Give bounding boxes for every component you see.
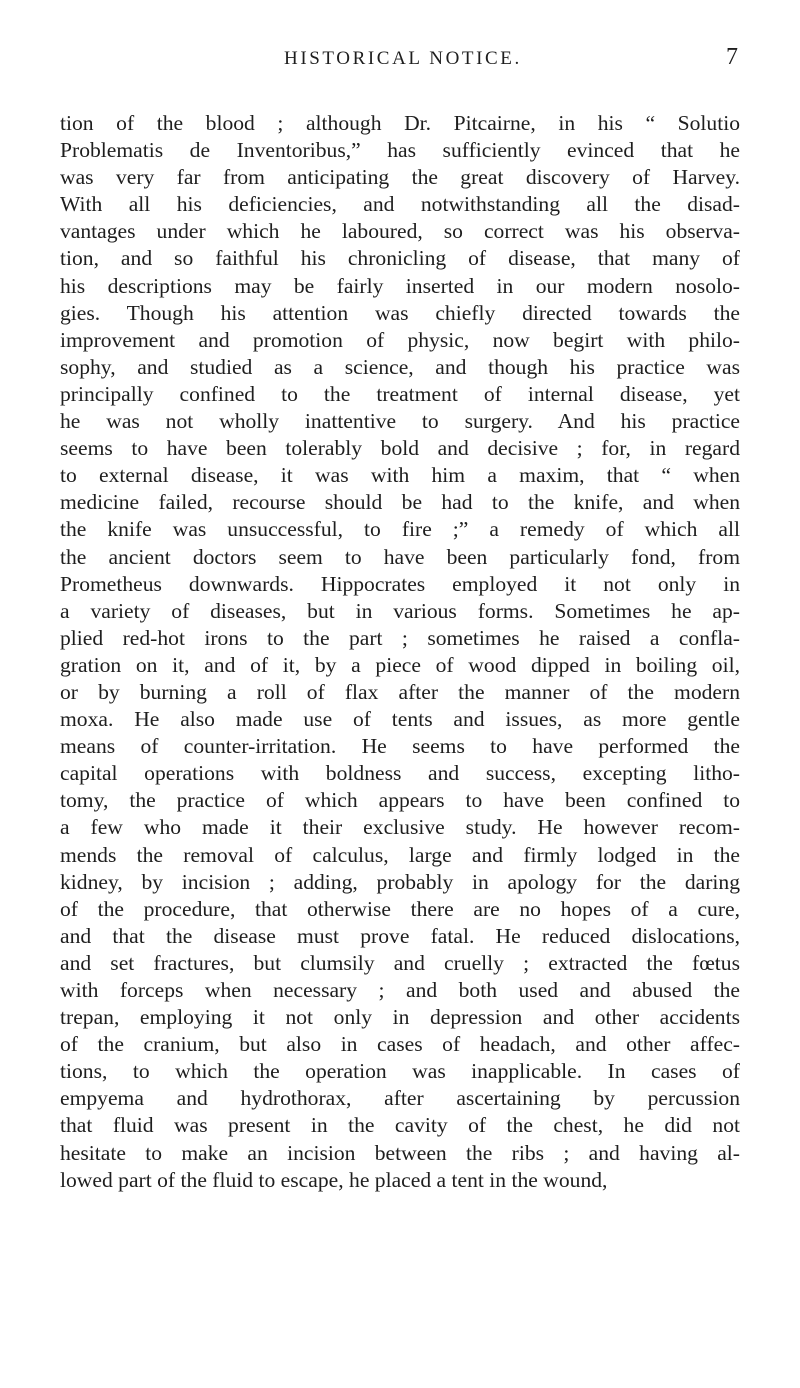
text-line: the ancient doctors seem to have been particularly fond, from [60,544,740,569]
text-line: and set fractures, but clumsily and cruelly ; extracted the fœtus [60,950,740,975]
text-line: a variety of diseases, but in various forms. Sometimes he ap- [60,598,740,623]
text-line: sophy, and studied as a science, and though his practice was [60,354,740,379]
text-line: seems to have been tolerably bold and decisive ; for, in regard [60,436,740,461]
text-line: the knife was unsuccessful, to fire ;” a remedy of which all [60,517,740,542]
text-line: means of counter-irritation. He seems to have performed the [60,734,740,759]
text-line: Prometheus downwards. Hippocrates employed it not only in [60,571,740,596]
text-line: vantages under which he laboured, so correct was his observa- [60,219,740,244]
text-line: moxa. He also made use of tents and issues, as more gentle [60,707,740,732]
running-header [0,44,800,78]
text-line: and that the disease must prove fatal. He reduced dislocations, [60,923,740,948]
text-line: plied red-hot irons to the part ; sometimes he raised a confla- [60,625,740,650]
text-line: hesitate to make an incision between the ribs ; and having al- [60,1140,740,1165]
text-line: Problematis de Inventoribus,” has sufficiently evinced that he [60,138,740,163]
text-line: tions, to which the operation was inapplicable. In cases of [60,1059,740,1084]
text-line: gration on it, and of it, by a piece of wood dipped in boiling oil, [60,652,740,677]
running-title: HISTORICAL NOTICE. [284,48,522,69]
text-line: mends the removal of calculus, large and firmly lodged in the [60,842,740,867]
text-line: with forceps when necessary ; and both used and abused the [60,978,740,1002]
text-line: tomy, the practice of which appears to have been confined to [60,788,740,813]
text-line: gies. Though his attention was chiefly directed towards the [60,300,740,325]
text-line: a few who made it their exclusive study. He however recom- [60,815,740,840]
text-line: was very far from anticipating the great discovery of Harvey. [60,165,740,190]
text-line: of the procedure, that otherwise there are no hopes of a cure, [60,896,740,921]
text-line: he was not wholly inattentive to surgery. And his practice [60,409,740,434]
text-line: tion of the blood ; although Dr. Pitcairne, in his “ Solutio [60,111,740,135]
body-text [60,110,740,1194]
text-line: With all his deficiencies, and notwithstanding all the disad- [60,192,740,217]
text-line: tion, and so faithful his chronicling of disease, that many of [60,246,740,271]
text-line: that fluid was present in the cavity of the chest, he did not [60,1113,740,1138]
text-line: of the cranium, but also in cases of headach, and other affec- [60,1032,740,1057]
text-line: to external disease, it was with him a maxim, that “ when [60,463,740,488]
text-line: his descriptions may be fairly inserted in our modern nosolo- [60,273,740,298]
text-line: or by burning a roll of flax after the manner of the modern [60,679,740,704]
text-line: medicine failed, recourse should be had to the knife, and when [60,490,740,515]
text-line: empyema and hydrothorax, after ascertaining by percussion [60,1086,740,1111]
text-line: improvement and promotion of physic, now begirt with philo- [60,327,740,352]
text-line: lowed part of the fluid to escape, he placed a tent in the wound, [60,1167,608,1192]
text-line: principally confined to the treatment of internal disease, yet [60,381,740,406]
text-line: trepan, employing it not only in depression and other accidents [60,1005,740,1030]
text-line: capital operations with boldness and success, excepting litho- [60,761,740,786]
page-number: 7 [726,44,738,70]
text-line: kidney, by incision ; adding, probably in apology for the daring [60,869,740,894]
